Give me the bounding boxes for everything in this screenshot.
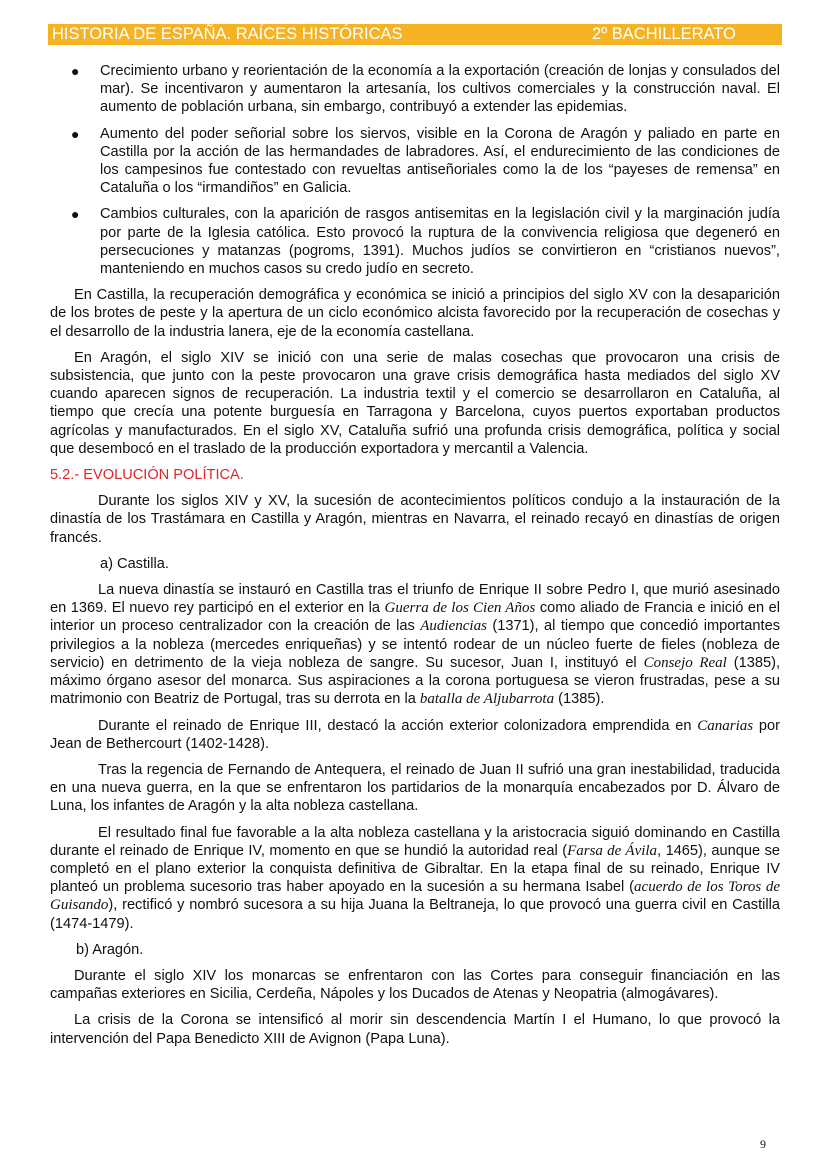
paragraph-aragon-2: La crisis de la Corona se intensificó al morir sin descendencia Martín I el Humano, lo que provocó la intervención del Papa Benedicto XIII de Avignon (Papa Luna). xyxy=(50,1012,780,1047)
bullet-icon: ● xyxy=(71,206,80,223)
page-header xyxy=(48,24,782,45)
header-title: HISTORIA DE ESPAÑA. RAÍCES HISTÓRICAS xyxy=(52,25,403,43)
text-run: (1385), máximo órgano asesor del monarca. Sus aspiraciones a la corona portuguesa se vieron frustradas, pese a su matrimonio con Beatriz de Portugal, tras su derrota en la xyxy=(50,654,781,708)
paragraph-castilla-2 xyxy=(50,717,780,753)
paragraph-castilla-1 xyxy=(50,581,780,708)
list-item xyxy=(50,62,780,117)
paragraph-aragon-crisis: En Aragón, el siglo XIV se inició con una serie de malas cosechas que provocaron una crisis de subsistencia, que junto con la peste provocaron una grave crisis demográfica hasta mediados del siglo XV cuando aparecen signos de recuperación. La industria textil y el comercio se desarrollaron en Cataluña, al tiempo que crecía una potente burguesía en Tarragona y Barcelona, cuyos puertos exportaban productos agrícolas y manufacturados. En el siglo XV, Cataluña sufrió una profunda crisis demográfica, política y social que desembocó en el traslado de la producción exportadora y mercantil a Valencia. xyxy=(50,349,780,457)
bullet-icon: ● xyxy=(71,125,80,142)
page-content xyxy=(50,62,780,1056)
text-run: ), rectificó y nombró sucesora a su hija Juana la Beltraneja, lo que provocó una guerra civil en Castilla (1474-1479). xyxy=(50,897,780,932)
paragraph-intro: Durante los siglos XIV y XV, la sucesión de acontecimientos políticos condujo a la instauración de la dinastía de los Trastámara en Castilla y Aragón, mientras en Navarra, el reinado recayó en dinastías de origen francés. xyxy=(50,493,780,546)
italic-term: acuerdo de los Toros de Guisando xyxy=(50,879,781,914)
subheading-aragon: b) Aragón. xyxy=(76,941,144,958)
list-item xyxy=(50,125,780,198)
italic-term: batalla de Aljubarrota xyxy=(419,691,555,708)
italic-term: Consejo Real xyxy=(643,654,727,671)
bullet-icon: ● xyxy=(71,63,80,79)
text-run: como aliado de Francia e inició en el interior un proceso centralizador con la creación de las xyxy=(50,600,781,635)
text-run: Durante el reinado de Enrique III, destacó la acción exterior colonizadora emprendida en xyxy=(98,717,698,734)
text-run: , 1465), aunque se completó en el plano exterior la conquista definitiva de Gibraltar. En la etapa final de su reinado, Enrique IV planteó un problema sucesorio tras haber apoyado en la sucesión a su hermana Isabel ( xyxy=(50,842,780,896)
paragraph-castilla-4 xyxy=(50,824,780,933)
subheading-castilla: a) Castilla. xyxy=(100,555,169,572)
text-run: (1371), al tiempo que concedió importantes privilegios a la nobleza (mercedes enriqueñas) y se intentó rodear de un núcleo fuerte de fieles (nobleza de servicio) en detrimento de la vieja nobleza de sangre. Su sucesor, Juan I, instituyó el xyxy=(50,618,780,671)
paragraph-castilla-recovery: En Castilla, la recuperación demográfica y económica se inició a principios del siglo XV con la desaparición de los brotes de peste y la apertura de un ciclo económico alcista favorecido por la recuperación de cosechas y el desarrollo de la industria lanera, eje de la economía castellana. xyxy=(50,287,780,340)
bullet-list xyxy=(50,62,780,278)
header-course: 2º BACHILLERATO xyxy=(592,25,736,43)
text-run: La nueva dinastía se instauró en Castilla tras el triunfo de Enrique II sobre Pedro I, que murió asesinado en 1369. El nuevo rey participó en el exterior en la xyxy=(50,582,780,617)
page-number: 9 xyxy=(760,1137,766,1151)
bullet-text: Crecimiento urbano y reorientación de la economía a la exportación (creación de lonjas y consulados del mar). Se incentivaron y aumentaron la artesanía, los cultivos comerciales y la construcción naval. El aumento de población urbana, sin embargo, contribuyó a extender las epidemias. xyxy=(100,63,780,116)
text-run: El resultado final fue favorable a la alta nobleza castellana y la aristocracia siguió dominando en Castilla durante el reinado de Enrique IV, momento en que se hundió la autoridad real ( xyxy=(50,824,780,859)
text-run: (1385). xyxy=(554,691,605,708)
italic-term: Canarias xyxy=(697,717,754,734)
paragraph-castilla-3: Tras la regencia de Fernando de Antequera, el reinado de Juan II sufrió una gran inestabilidad, traducida en una nueva guerra, en la que se enfrentaron los partidarios de la monarquía encabezados por D. Álvaro de Luna, los infantes de Aragón y la alta nobleza castellana. xyxy=(50,761,780,815)
text-run: por Jean de Bethercourt (1402-1428). xyxy=(50,717,780,752)
italic-term: Guerra de los Cien Años xyxy=(384,600,536,617)
italic-term: Audiencias xyxy=(420,618,487,635)
paragraph-aragon-1: Durante el siglo XIV los monarcas se enfrentaron con las Cortes para conseguir financiación en las campañas exteriores en Sicilia, Cerdeña, Nápoles y los Ducados de Atenas y Neopatria (almogávares). xyxy=(50,967,780,1003)
bullet-text: Cambios culturales, con la aparición de rasgos antisemitas en la legislación civil y la marginación judía por parte de la Iglesia católica. Esto provocó la ruptura de la convivencia religiosa que degeneró en persecuciones y matanzas (pogroms, 1391). Muchos judíos se convirtieron en “cristianos nuevos”, manteniendo en muchos casos su credo judío en secreto. xyxy=(100,206,780,278)
bullet-text: Aumento del poder señorial sobre los siervos, visible en la Corona de Aragón y paliado en parte en Castilla por la acción de las hermandades de labradores. Así, el endurecimiento de las condiciones de los campesinos fue contestado con revueltas antiseñoriales como la de los “payeses de remensa” en Cataluña o los “irmandiños” en Galicia. xyxy=(100,125,780,197)
italic-term: Farsa de Ávila xyxy=(567,842,658,859)
list-item xyxy=(50,205,780,278)
section-title: 5.2.- EVOLUCIÓN POLÍTICA. xyxy=(50,467,244,484)
